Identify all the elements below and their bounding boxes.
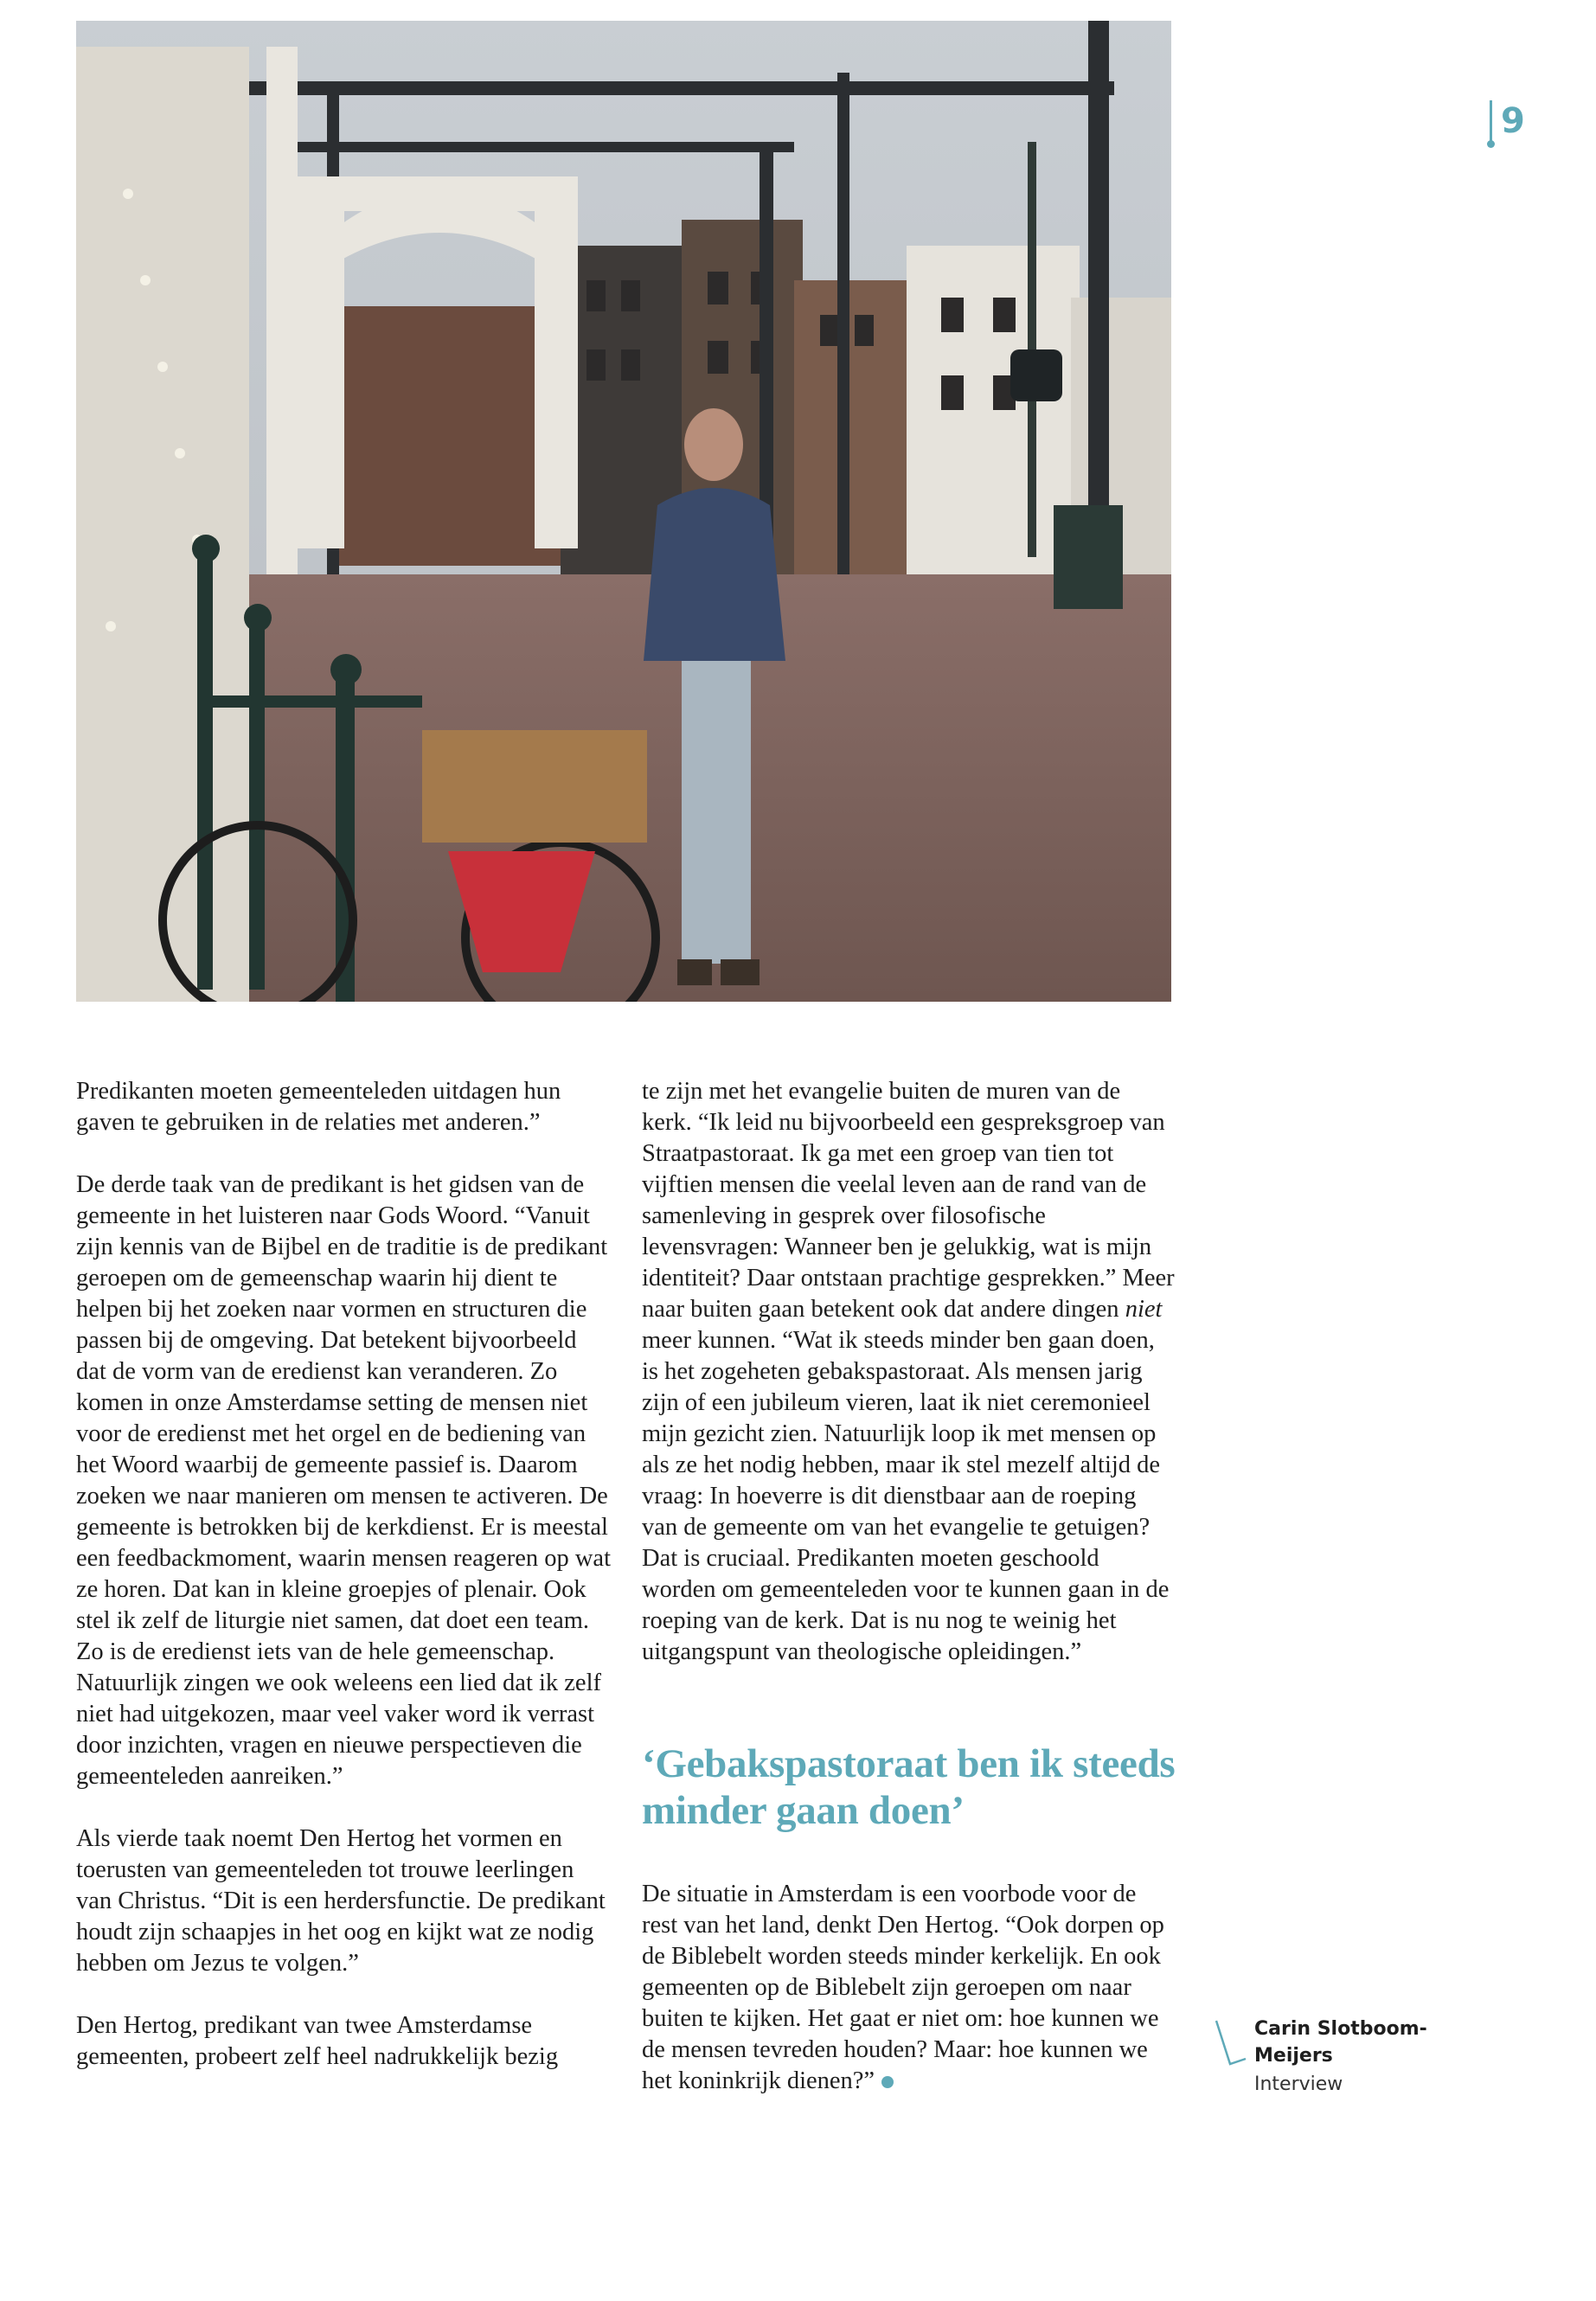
page-number-marker-icon — [1490, 100, 1492, 142]
article-column-left — [76, 1076, 611, 2073]
paragraph-text: De situatie in Amsterdam is een voorbode voor de rest van het land, denkt Den Hertog. “Ook dorpen op de Biblebelt worden steeds minder kerkelijk. En ook gemeenten op de Biblebelt zijn geroepen om naar buiten te kijken. Het gaat er niet om: hoe kunnen we de mensen tevreden houden? Maar: hoe kunnen we het koninkrijk dienen?” — [642, 1881, 1164, 2094]
paragraph: Den Hertog, predikant van twee Amsterdamse gemeenten, probeert zelf heel nadrukkelijk bezig — [76, 2012, 559, 2070]
author-name: Carin Slotboom-Meijers — [1254, 2018, 1427, 2067]
paragraph-text: meer kunnen. “Wat ik steeds minder ben gaan doen, is het zogeheten gebakspastoraat. Als mensen jarig zijn of een jubileum vieren, laat ik niet ceremonieel mijn gezicht zien. Natuurlijk loop ik met mensen op als ze het nodig hebben, maar ik stel mezelf altijd de vraag: In hoeverre is dit dienstbaar aan de roeping van de gemeente om van het evangelie te getuigen? Dat is cruciaal. Predikanten moeten geschoold worden om gemeenteleden voor te kunnen gaan in de roeping van de kerk. Dat is nu nog te weinig het uitgangspunt van theologische opleidingen.” — [642, 1327, 1170, 1665]
page-number-label: 9 — [1501, 101, 1525, 141]
article-photo — [76, 21, 1171, 1002]
paragraph — [642, 1879, 1176, 2097]
paragraph-text: te zijn met het evangelie buiten de muren van de kerk. “Ik leid nu bijvoorbeeld een gespreksgroep van Straatpastoraat. Ik ga met een groep van tien tot vijftien mensen die veelal leven aan de rand van de samenleving in gesprek over filosofische levensvragen: Wanneer ben je gelukkig, wat is mijn identiteit? Daar ontstaan prachtige gesprekken.” Meer naar buiten gaan betekent ook dat andere dingen — [642, 1078, 1175, 1323]
paragraph: Als vierde taak noemt Den Hertog het vormen en toerusten van gemeenteleden tot trouwe leerlingen van Christus. “Dit is een herdersfunctie. De predikant houdt zijn schaapjes in het oog en kijkt wat ze nodig hebben om Jezus te volgen.” — [76, 1825, 606, 1977]
page-number — [1490, 97, 1525, 145]
article-column-right — [642, 1076, 1176, 1668]
photo-bridge-amsterdam-icon — [76, 21, 1171, 1002]
emphasis-text: niet — [1125, 1296, 1163, 1323]
article-column-right-continued — [642, 1879, 1176, 2097]
section-heading: ‘Gebakspastoraat ben ik steeds minder gaan doen’ — [642, 1741, 1176, 1833]
author-role: Interview — [1254, 2073, 1343, 2095]
paragraph — [642, 1076, 1176, 1668]
paragraph: Predikanten moeten gemeenteleden uitdagen hun gaven te gebruiken in de relaties met anderen.” — [76, 1078, 561, 1136]
credit-arrow-icon — [1213, 2019, 1247, 2071]
end-mark-icon — [881, 2076, 894, 2088]
paragraph: De derde taak van de predikant is het gidsen van de gemeente in het luisteren naar Gods Woord. “Vanuit zijn kennis van de Bijbel en de traditie is de predikant geroepen om de gemeenschap waarin hij dient te helpen bij het zoeken naar vormen en structuren die passen bij de omgeving. Dat betekent bijvoorbeeld dat de vorm van de eredienst kan veranderen. Zo komen in onze Amsterdamse setting de mensen niet voor de eredienst met het orgel en de bediening van het Woord waarbij de gemeente passief is. Daarom zoeken we naar manieren om mensen te activeren. De gemeente is betrokken bij de kerkdienst. Er is meestal een feedbackmoment, waarin mensen reageren op wat ze horen. Dat kan in kleine groepjes of plenair. Ook stel ik zelf de liturgie niet samen, dat doet een team. Zo is de eredienst iets van de hele gemeenschap. Natuurlijk zingen we ook weleens een lied dat ik zelf niet had uitgekozen, maar veel vaker word ik verrast door inzichten, vragen en nieuwe perspectieven die gemeenteleden aanreiken.” — [76, 1171, 611, 1790]
